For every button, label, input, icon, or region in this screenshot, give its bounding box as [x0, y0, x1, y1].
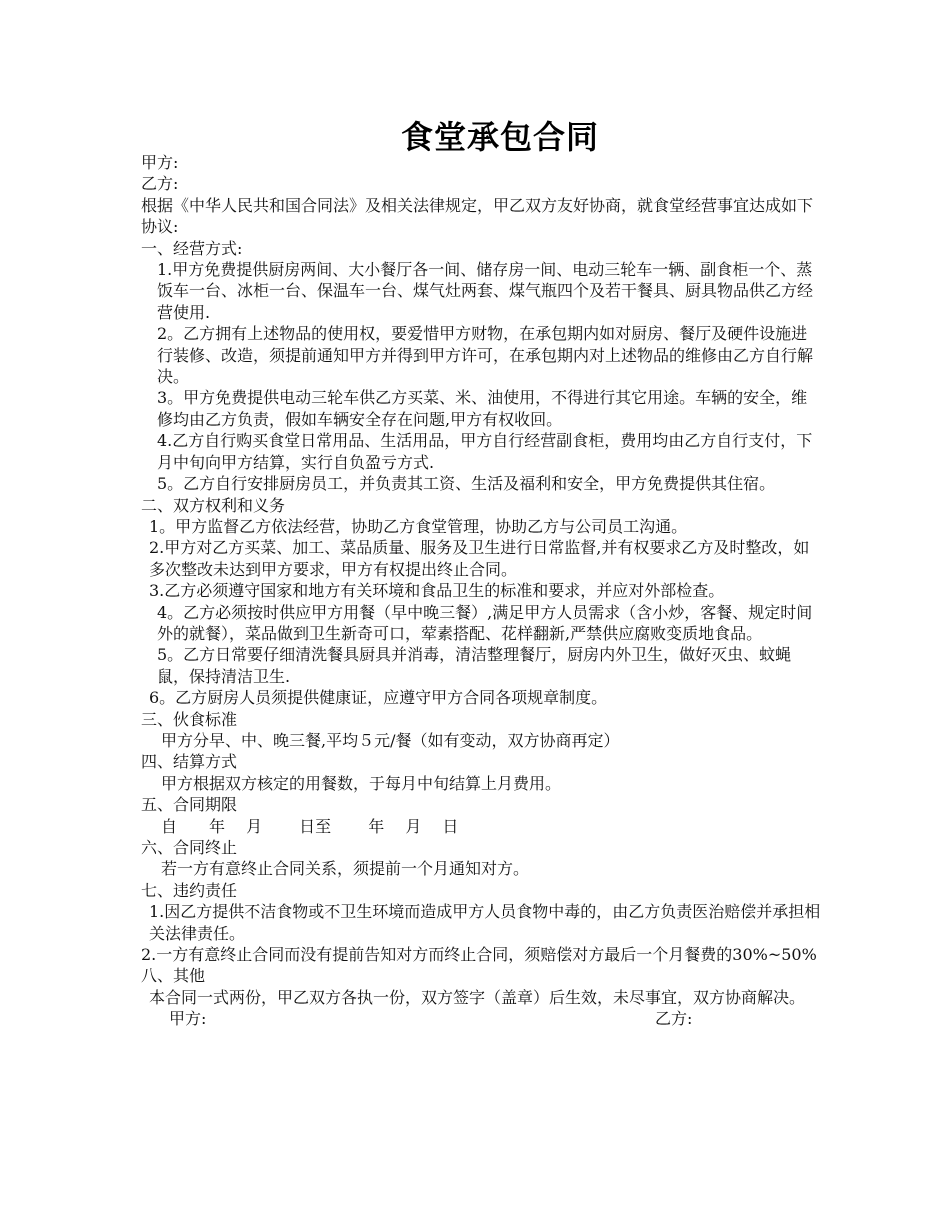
section-2-heading: 二、双方权利和义务: [141, 495, 286, 515]
party-a-line: 甲方:: [141, 153, 179, 172]
section-1-item-4: 4.乙方自行购买食堂日常用品、生活用品，甲方自行经营副食柜，费用均由乙方自行支付，下月中旬向甲方结算，实行自负盈亏方式.: [157, 431, 813, 472]
section-4-item-1: 甲方根据双方核定的用餐数，于每月中旬结算上月费用。: [161, 773, 562, 793]
section-2-item-4: 4。乙方必须按时供应甲方用餐（早中晚三餐）,满足甲方人员需求（含小炒，客餐、规定时间外的就餐），菜品做到卫生新奇可口，荤素搭配、花样翻新,严禁供应腐败变质地食品。: [157, 602, 813, 643]
section-4-heading: 四、结算方式: [141, 752, 238, 772]
section-1-heading: 一、经营方式:: [141, 238, 243, 258]
section-1-item-1: 1.甲方免费提供厨房两间、大小餐厅各一间、储存房一间、电动三轮车一辆、副食柜一个、蒸饭车一台、冰柜一台、保温车一台、煤气灶两套、煤气瓶四个及若干餐具、厨具物品供乙方经营使用.: [157, 260, 814, 322]
section-5-heading: 五、合同期限: [141, 795, 238, 815]
section-7-heading: 七、违约责任: [141, 880, 238, 900]
signature-party-a: 甲方:: [169, 1009, 207, 1029]
document-body: [141, 152, 821, 1032]
section-8-item-1: 本合同一式两份，甲乙双方各执一份，双方签字（盖章）后生效，未尽事宜，双方协商解决。: [149, 987, 806, 1007]
section-1-item-5: 5。乙方自行安排厨房员工，并负责其工资、生活及福利和安全，甲方免费提供其住宿。: [157, 474, 776, 494]
section-2-item-5: 5。乙方日常要仔细清洗餐具厨具并消毒，清洁整理餐厅，厨房内外卫生，做好灭虫、蚊蝇鼠，保持清洁卫生.: [157, 645, 792, 686]
section-2-item-1: 1。甲方监督乙方依法经营，协助乙方食堂管理，协助乙方与公司员工沟通。: [149, 516, 688, 536]
section-7-item-1: 1.因乙方提供不洁食物或不卫生环境而造成甲方人员食物中毒的，由乙方负责医治赔偿并承担相关法律责任。: [149, 902, 821, 943]
section-2-item-6: 6。乙方厨房人员须提供健康证，应遵守甲方合同各项规章制度。: [149, 688, 608, 708]
document-title: 食堂承包合同: [400, 118, 599, 156]
section-8-heading: 八、其他: [141, 966, 206, 986]
signature-party-b: 乙方:: [655, 1009, 693, 1029]
section-7-item-2: 2.一方有意终止合同而没有提前告知对方而终止合同，须赔偿对方最后一个月餐费的30%~50%: [141, 945, 817, 965]
contract-period-line: 自 年 月 日至 年 月 日: [161, 816, 459, 836]
section-6-heading: 六、合同终止: [141, 838, 238, 857]
section-2-item-2: 2.甲方对乙方买菜、加工、菜品质量、服务及卫生进行日常监督,并有权要求乙方及时整改，如多次整改未达到甲方要求，甲方有权提出终止合同。: [149, 538, 810, 579]
section-3-heading: 三、伙食标准: [141, 709, 238, 729]
section-6-item-1: 若一方有意终止合同关系，须提前一个月通知对方。: [161, 859, 530, 879]
signature-row: [141, 1008, 821, 1032]
section-2-item-3: 3.乙方必须遵守国家和地方有关环境和食品卫生的标准和要求，并应对外部检查。: [149, 581, 725, 601]
party-b-line: 乙方:: [141, 174, 179, 194]
section-1-item-2: 2。乙方拥有上述物品的使用权，要爱惜甲方财物，在承包期内如对厨房、餐厅及硬件设施进行装修、改造，须提前通知甲方并得到甲方许可，在承包期内对上述物品的维修由乙方自行解决。: [157, 324, 814, 387]
section-3-item-1: 甲方分早、中、晚三餐,平均５元/餐（如有变动，双方协商再定）: [161, 730, 620, 750]
intro-paragraph: 根据《中华人民共和国合同法》及相关法律规定，甲乙双方友好协商，就食堂经营事宜达成如下协议:: [141, 195, 814, 237]
section-1-item-3: 3。甲方免费提供电动三轮车供乙方买菜、米、油使用，不得进行其它用途。车辆的安全，维修均由乙方负责，假如车辆安全存在问题,甲方有权收回。: [157, 388, 808, 429]
